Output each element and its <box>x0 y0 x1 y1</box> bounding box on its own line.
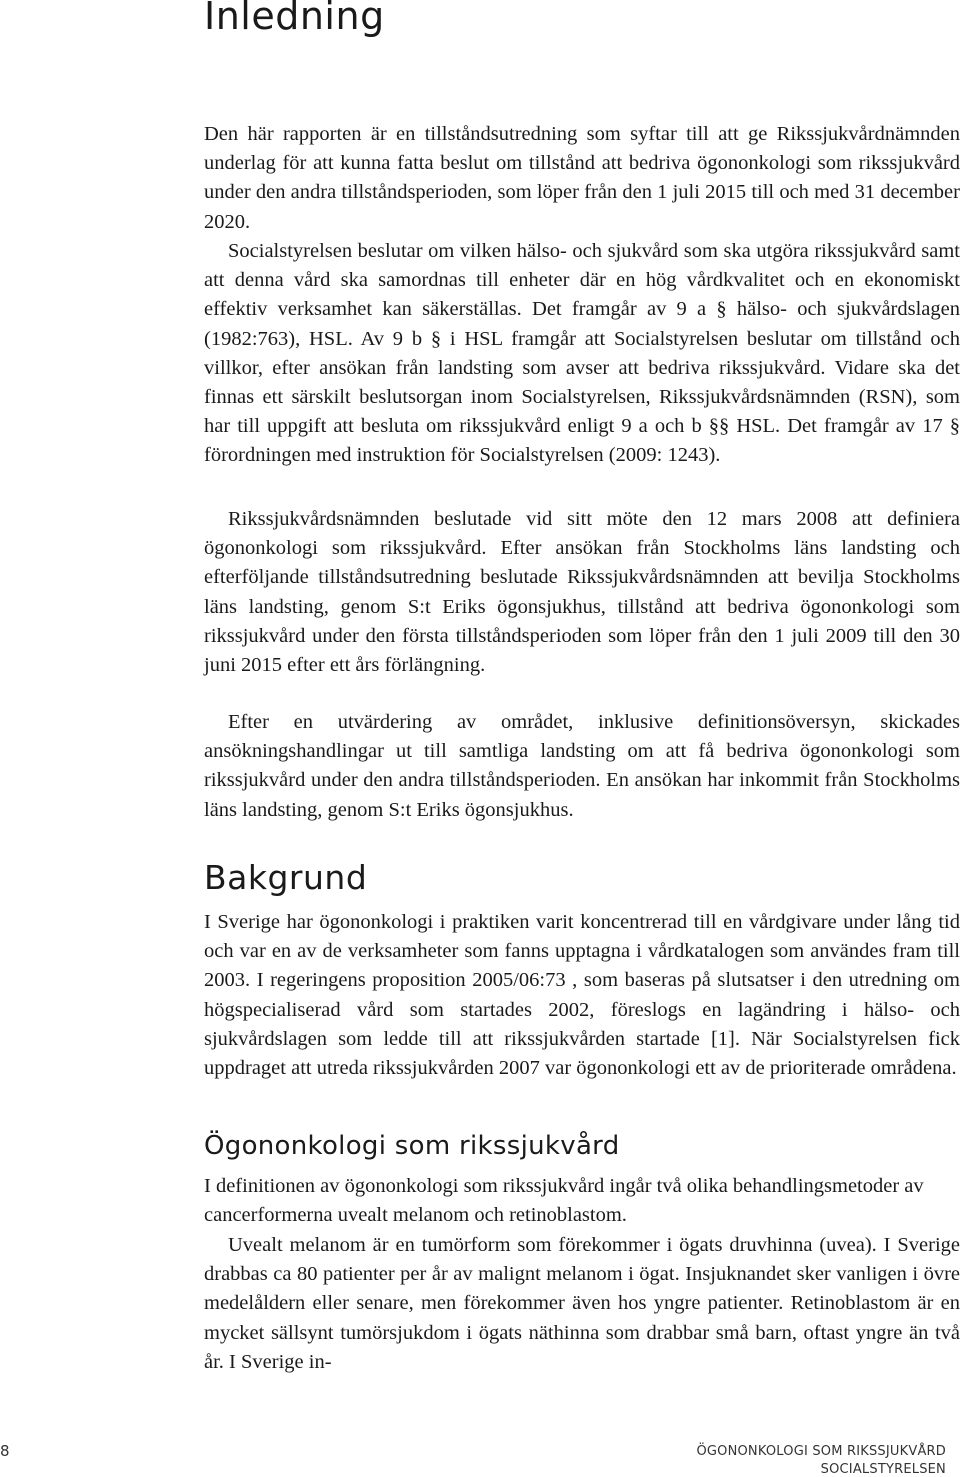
intro-paragraph-4: Efter en utvärdering av området, inklusive definitionsöversyn, skickades ansökningshandlingar ut till samtliga landsting om att få bedriva ögononkologi som rikssjukvård under den andra tillståndsperioden. En ansökan har inkommit från Stockholms läns landsting, genom S:t Eriks ögonsjukhus. <box>204 711 960 821</box>
subsection-heading: Ögononkologi som rikssjukvård <box>204 1131 620 1161</box>
background-paragraph: I Sverige har ögononkologi i praktiken varit koncentrerad till en vårdgivare under lång tid och var en av de verksamheter som fanns upptagna i vårdkatalogen som användes fram till 2003. I regeringens proposition 2005/06:73 , som baseras på slutsatser i den utredning om högspecialiserad vård som startades 2002, föreslogs en lagändring i hälso- och sjukvårdslagen som ledde till att rikssjukvården startade [1]. När Socialstyrelsen fick uppdraget att utreda rikssjukvården 2007 var ögononkologi ett av de prioriterade områdena. <box>204 911 960 1080</box>
subsection-paragraph-1: I definitionen av ögononkologi som rikssjukvård ingår två olika behandlingsmetoder av cancerformerna uvealt melanom och retinoblastom. <box>204 1175 924 1227</box>
background-heading: Bakgrund <box>204 858 368 897</box>
section-title: Inledning <box>204 0 385 38</box>
subsection-paragraph-2: Uvealt melanom är en tumörform som förekommer i ögats druvhinna (uvea). I Sverige drabbas ca 80 patienter per år av malignt melanom i ögat. Insjuknandet sker vanligen i övre medelåldern eller senare, men förekommer även hos yngre patienter. Retinoblastom är en mycket sällsynt tumörsjukdom i ögats näthinna som drabbar små barn, oftast yngre än två år. I Sverige in- <box>204 1234 960 1373</box>
intro-paragraph-3: Rikssjukvårdsnämnden beslutade vid sitt möte den 12 mars 2008 att definiera ögononkologi som rikssjukvård. Efter ansökan från Stockholms läns landsting och efterföljande tillståndsutredning beslutade Rikssjukvårdsnämnden att bevilja Stockholms läns landsting, genom S:t Eriks ögonsjukhus, tillstånd att bedriva ögononkologi som rikssjukvård under den första tillståndsperioden som löper från den 1 juli 2009 till den 30 juni 2015 efter ett års förlängning. <box>204 508 960 677</box>
intro-paragraph-2: Socialstyrelsen beslutar om vilken hälso- och sjukvård som ska utgöra rikssjukvård samt att denna vård ska samordnas till enheter där en hög vårdkvalitet och en ekonomiskt effektiv verksamhet kan säkerställas. Det framgår av 9 a § hälso- och sjukvårdslagen (1982:763), HSL. Av 9 b § i HSL framgår att Socialstyrelsen beslutar om tillstånd och villkor, efter ansökan från landsting som avser att bedriva rikssjukvård. Vidare ska det finnas ett särskilt beslutsorgan inom Socialstyrelsen, Rikssjukvårdsnämnden (RSN), som har till uppgift att besluta om rikssjukvård enligt 9 a och b §§ HSL. Det framgår av 17 § förordningen med instruktion för Socialstyrelsen (2009: 1243). <box>204 240 960 467</box>
footer-report-title: ÖGONONKOLOGI SOM RIKSSJUKVÅRD <box>696 1444 946 1459</box>
page-number: 8 <box>0 1442 10 1460</box>
footer-publisher: SOCIALSTYRELSEN <box>820 1462 946 1477</box>
intro-paragraph-1: Den här rapporten är en tillståndsutredning som syftar till att ge Rikssjukvårdnämnden underlag för att kunna fatta beslut om tillstånd att bedriva ögononkologi som rikssjukvård under den andra tillståndsperioden, som löper från den 1 juli 2015 till och med 31 december 2020. <box>204 123 960 233</box>
